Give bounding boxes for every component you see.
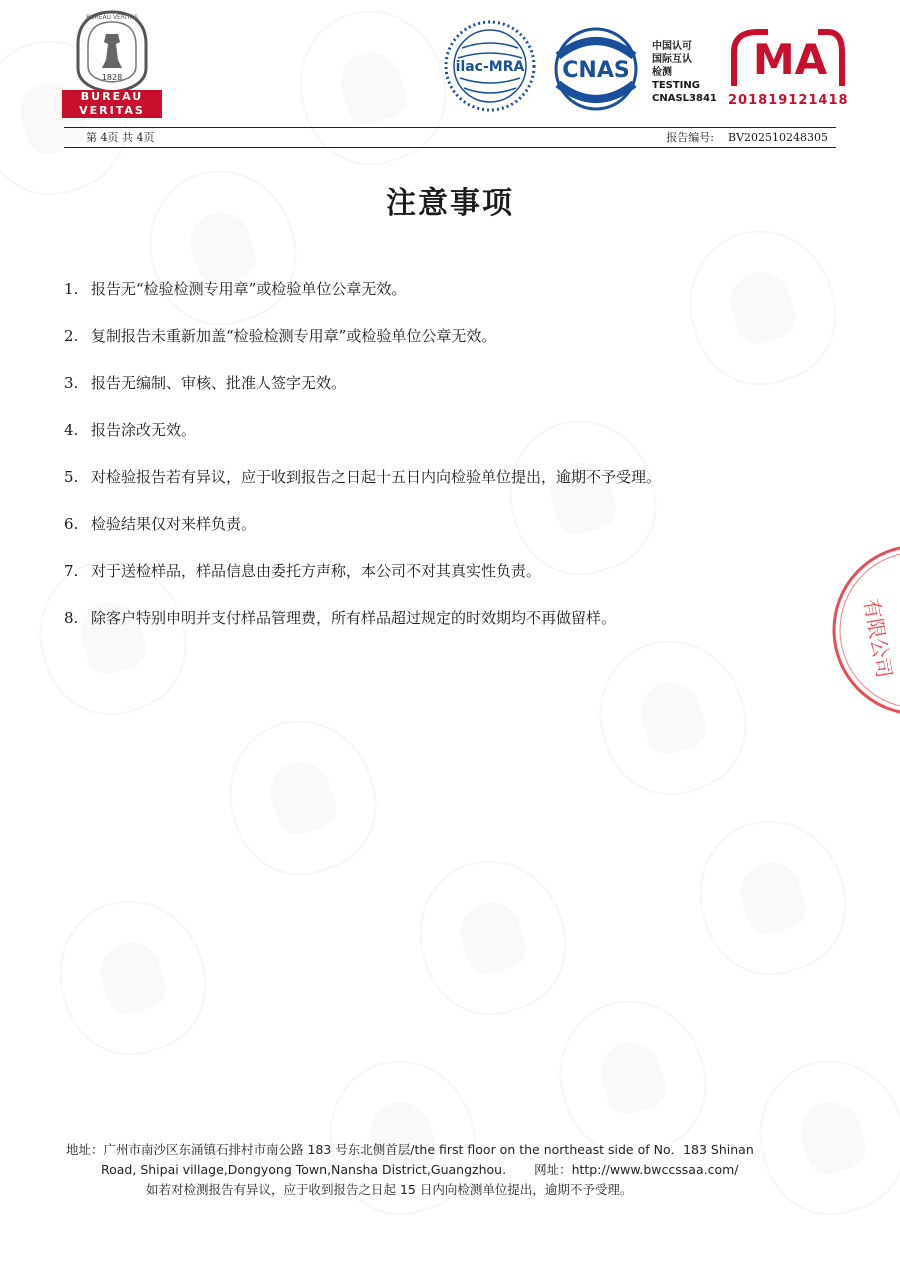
- footer: [66, 1140, 826, 1200]
- list-item: [64, 466, 844, 513]
- list-item: [64, 513, 844, 560]
- list-item: [64, 278, 844, 325]
- note-number: 8.: [64, 609, 79, 627]
- note-text: 对于送检样品，样品信息由委托方声称，本公司不对其真实性负责。: [91, 562, 542, 580]
- page-info: 第 4页 共 4页: [86, 131, 155, 144]
- footer-address-line1: 地址：广州市南沙区东涌镇石排村市南公路 183 号东北侧首层/the first floor on the northeast side of No．183 Shinan: [66, 1142, 754, 1157]
- page-title: 注意事项: [386, 186, 514, 221]
- note-number: 2.: [64, 327, 79, 345]
- cma-number: 201819121418: [728, 93, 849, 108]
- bv-logo-brand2: VERITAS: [62, 104, 162, 118]
- note-text: 除客户特别申明并支付样品管理费，所有样品超过规定的时效期均不再做留样。: [91, 609, 617, 627]
- note-number: 6.: [64, 515, 79, 533]
- bv-logo-year: 1828: [101, 73, 123, 82]
- cnas-caption: [652, 40, 732, 105]
- seal-text: 有限公司: [859, 596, 897, 680]
- report-number-label: 报告编号:: [666, 131, 714, 144]
- footer-website: 网址：http://www.bwccssaa.com/: [534, 1162, 739, 1177]
- watermark: [210, 702, 395, 893]
- notes-list: [64, 278, 844, 654]
- cnas-caption-line: TESTING: [652, 80, 700, 91]
- list-item: [64, 372, 844, 419]
- note-text: 报告涂改无效。: [91, 421, 197, 439]
- watermark: [740, 1042, 900, 1233]
- list-item: [64, 325, 844, 372]
- bv-logo-brand: BUREAU: [62, 90, 162, 104]
- note-text: 报告无编制、审核、批准人签字无效。: [91, 374, 347, 392]
- note-text: 复制报告未重新加盖“检验检测专用章”或检验单位公章无效。: [91, 327, 497, 345]
- cnas-caption-line: CNASL3841: [652, 93, 717, 104]
- header-rule-bottom: [64, 147, 836, 148]
- cnas-caption-line: 国际互认: [652, 54, 692, 65]
- list-item: [64, 607, 844, 654]
- footer-notice: 如若对检测报告有异议，应于收到报告之日起 15 日内向检测单位提出，逾期不予受理。: [146, 1182, 633, 1197]
- note-text: 报告无“检验检测专用章”或检验单位公章无效。: [91, 280, 407, 298]
- note-number: 4.: [64, 421, 79, 439]
- footer-address-line2: [66, 1160, 826, 1180]
- note-number: 3.: [64, 374, 79, 392]
- watermark: [40, 882, 225, 1073]
- ilac-mra-text: ilac-MRA: [455, 59, 525, 75]
- note-number: 1.: [64, 280, 79, 298]
- list-item: [64, 560, 844, 607]
- watermark: [400, 842, 585, 1033]
- bv-logo-ring: BUREAU VERITAS: [86, 14, 138, 21]
- cma-text: MA: [752, 35, 828, 84]
- ilac-mra-logo: [440, 18, 540, 114]
- watermark: [280, 0, 465, 182]
- company-seal-stamp: [820, 540, 900, 720]
- report-number-value: BV202510248305: [727, 131, 828, 144]
- watermark: [680, 802, 865, 993]
- cnas-logo: [544, 26, 648, 112]
- watermark: [310, 1042, 495, 1233]
- list-item: [64, 419, 844, 466]
- note-number: 5.: [64, 468, 79, 486]
- report-number: [666, 131, 828, 145]
- cma-logo: [728, 26, 848, 90]
- footer-address-line2-text: Road, Shipai village,Dongyong Town,Nansha District,Guangzhou.: [101, 1162, 507, 1177]
- note-text: 对检验报告若有异议，应于收到报告之日起十五日内向检验单位提出，逾期不予受理。: [91, 468, 662, 486]
- header-rule-top: [64, 127, 836, 128]
- cnas-text: CNAS: [562, 58, 630, 83]
- note-number: 7.: [64, 562, 79, 580]
- note-text: 检验结果仅对来样负责。: [91, 515, 257, 533]
- cnas-caption-line: 中国认可: [652, 41, 692, 52]
- cnas-caption-line: 检测: [652, 67, 672, 78]
